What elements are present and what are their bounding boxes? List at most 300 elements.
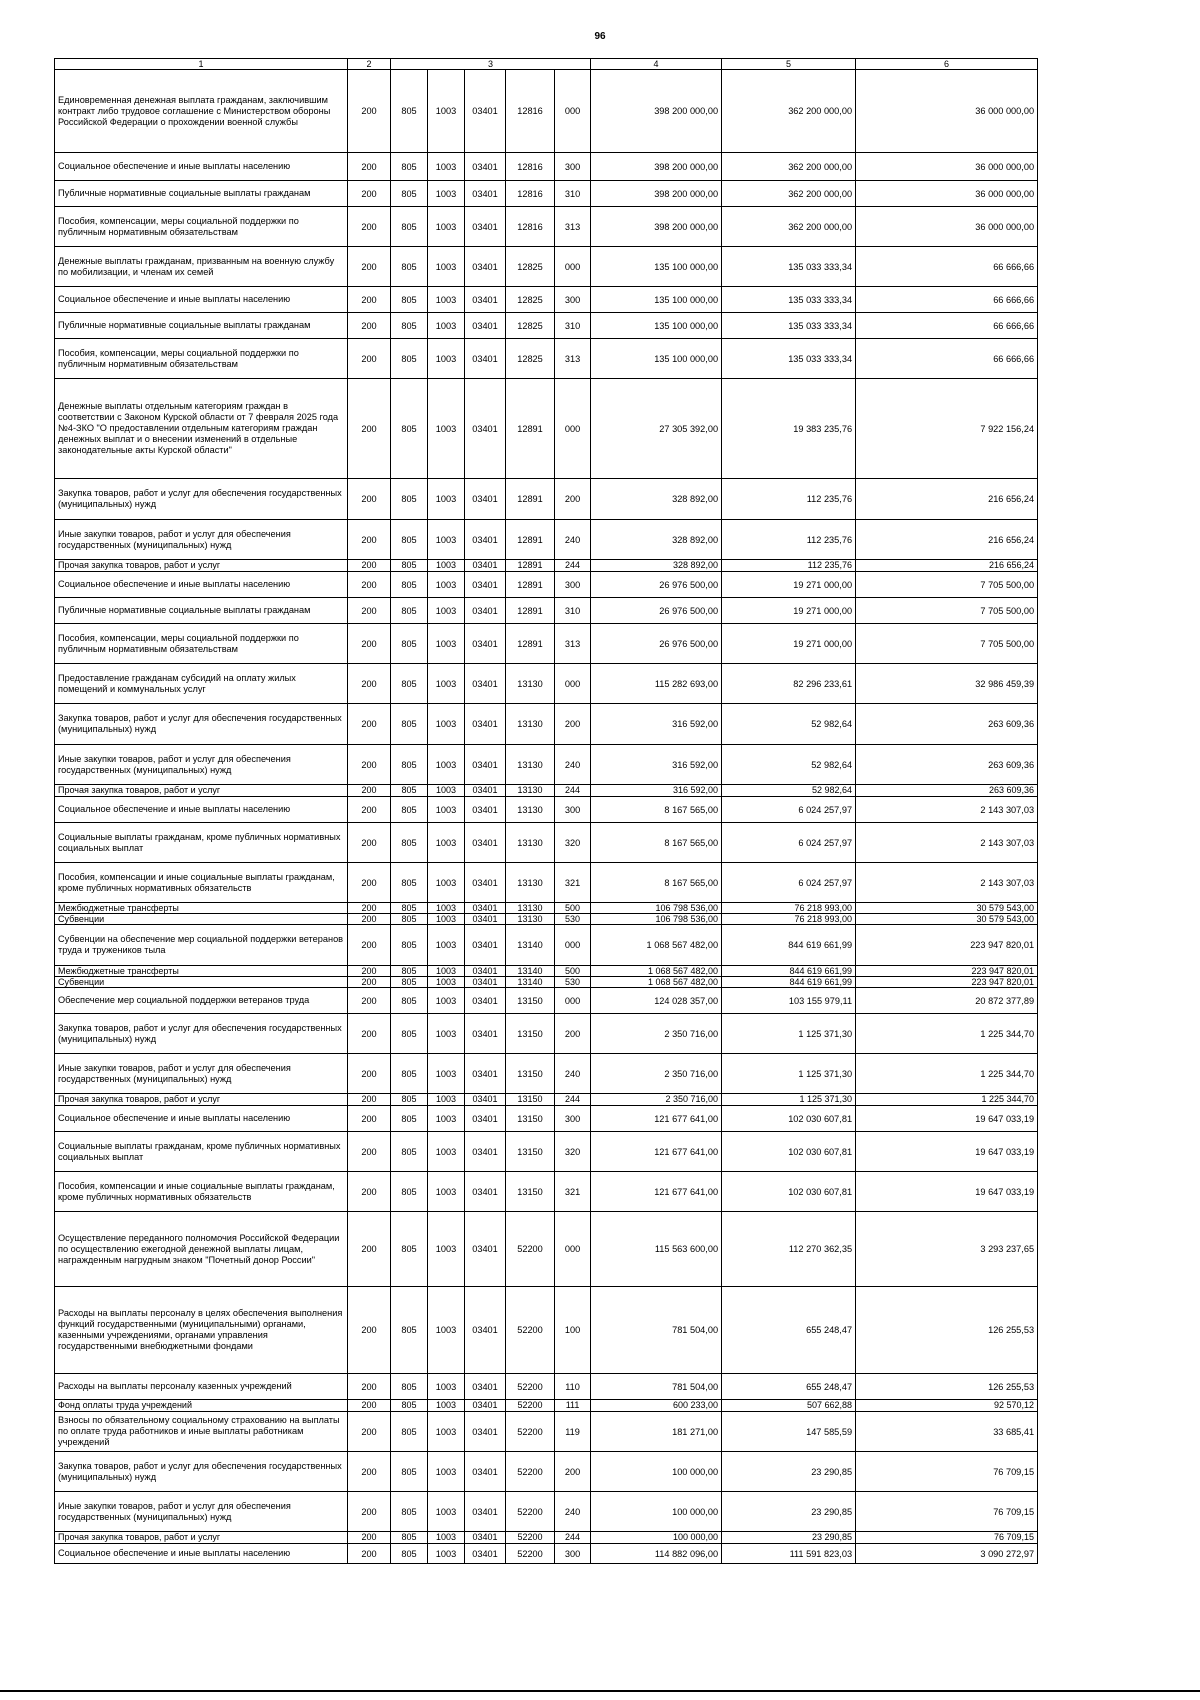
- row-name: Пособия, компенсации, меры социальной поддержки по публичным нормативным обязательствам: [55, 207, 348, 247]
- row-code-vr: 300: [555, 797, 591, 823]
- row-code-dir: 13130: [506, 664, 555, 704]
- row-name: Фонд оплаты труда учреждений: [55, 1400, 348, 1412]
- row-value-4: 106 798 536,00: [591, 914, 722, 925]
- row-value-4: 135 100 000,00: [591, 247, 722, 287]
- row-value-6: 32 986 459,39: [856, 664, 1038, 704]
- row-code-vr: 244: [555, 1094, 591, 1106]
- row-code-gr: 805: [391, 1132, 428, 1172]
- row-value-4: 100 000,00: [591, 1532, 722, 1544]
- row-code-vr: 000: [555, 988, 591, 1014]
- row-code-vr: 119: [555, 1412, 591, 1452]
- table-body: [55, 70, 1038, 1564]
- row-code-rz: 1003: [428, 664, 465, 704]
- row-code-gr: 805: [391, 1492, 428, 1532]
- row-value-4: 26 976 500,00: [591, 624, 722, 664]
- row-code-prog: 03401: [465, 1172, 506, 1212]
- row-code-vr: 320: [555, 823, 591, 863]
- row-name: Единовременная денежная выплата гражданам, заключившим контракт либо трудовое соглашение с Министерством обороны Российской Федерации о прохождении военной службы: [55, 70, 348, 153]
- row-name: Прочая закупка товаров, работ и услуг: [55, 1532, 348, 1544]
- row-name: Социальное обеспечение и иные выплаты населению: [55, 572, 348, 598]
- row-value-4: 781 504,00: [591, 1374, 722, 1400]
- row-code-2: 200: [348, 1094, 391, 1106]
- row-value-5: 135 033 333,34: [722, 313, 856, 339]
- row-value-4: 781 504,00: [591, 1287, 722, 1374]
- row-code-rz: 1003: [428, 1054, 465, 1094]
- row-code-dir: 13150: [506, 1132, 555, 1172]
- row-code-rz: 1003: [428, 704, 465, 745]
- row-code-gr: 805: [391, 1106, 428, 1132]
- header-col-2: 2: [348, 59, 391, 70]
- row-name: Иные закупки товаров, работ и услуг для обеспечения государственных (муниципальных) нужд: [55, 1054, 348, 1094]
- row-code-dir: 12891: [506, 598, 555, 624]
- row-value-5: 19 271 000,00: [722, 598, 856, 624]
- row-code-prog: 03401: [465, 823, 506, 863]
- row-code-dir: 13130: [506, 745, 555, 785]
- row-code-prog: 03401: [465, 1412, 506, 1452]
- table-row: [55, 1452, 1038, 1492]
- row-code-gr: 805: [391, 785, 428, 797]
- row-name: Социальное обеспечение и иные выплаты населению: [55, 287, 348, 313]
- row-code-gr: 805: [391, 560, 428, 572]
- row-code-2: 200: [348, 1400, 391, 1412]
- row-value-4: 398 200 000,00: [591, 181, 722, 207]
- table-row: [55, 988, 1038, 1014]
- row-code-2: 200: [348, 181, 391, 207]
- row-value-5: 52 982,64: [722, 785, 856, 797]
- row-code-2: 200: [348, 479, 391, 520]
- row-code-2: 200: [348, 988, 391, 1014]
- row-name: Межбюджетные трансферты: [55, 903, 348, 914]
- row-code-dir: 52200: [506, 1374, 555, 1400]
- table-row: [55, 572, 1038, 598]
- row-code-dir: 12891: [506, 379, 555, 479]
- table-row: [55, 339, 1038, 379]
- row-code-vr: 000: [555, 664, 591, 704]
- row-name: Пособия, компенсации, меры социальной поддержки по публичным нормативным обязательствам: [55, 339, 348, 379]
- row-code-dir: 12825: [506, 287, 555, 313]
- row-code-gr: 805: [391, 823, 428, 863]
- row-value-4: 8 167 565,00: [591, 863, 722, 903]
- table-row: [55, 520, 1038, 560]
- row-value-4: 398 200 000,00: [591, 207, 722, 247]
- row-value-4: 398 200 000,00: [591, 153, 722, 181]
- table-row: [55, 207, 1038, 247]
- row-value-5: 1 125 371,30: [722, 1094, 856, 1106]
- row-value-4: 135 100 000,00: [591, 313, 722, 339]
- row-value-5: 844 619 661,99: [722, 925, 856, 966]
- row-value-4: 1 068 567 482,00: [591, 977, 722, 988]
- row-value-6: 36 000 000,00: [856, 153, 1038, 181]
- row-code-vr: 313: [555, 624, 591, 664]
- row-value-6: 30 579 543,00: [856, 914, 1038, 925]
- row-value-5: 19 383 235,76: [722, 379, 856, 479]
- row-code-vr: 320: [555, 1132, 591, 1172]
- row-value-6: 7 705 500,00: [856, 624, 1038, 664]
- row-value-4: 600 233,00: [591, 1400, 722, 1412]
- row-value-5: 112 235,76: [722, 479, 856, 520]
- row-code-vr: 300: [555, 1106, 591, 1132]
- row-name: Публичные нормативные социальные выплаты гражданам: [55, 313, 348, 339]
- table-row: [55, 1412, 1038, 1452]
- row-name: Расходы на выплаты персоналу в целях обеспечения выполнения функций государственными (муниципальными) органами, казенными учреждениями, органами управления государственными внебюджетными фондами: [55, 1287, 348, 1374]
- row-value-6: 1 225 344,70: [856, 1094, 1038, 1106]
- row-value-6: 19 647 033,19: [856, 1106, 1038, 1132]
- row-value-6: 3 293 237,65: [856, 1212, 1038, 1287]
- row-code-prog: 03401: [465, 745, 506, 785]
- row-code-prog: 03401: [465, 966, 506, 977]
- row-value-6: 7 705 500,00: [856, 598, 1038, 624]
- table-row: [55, 1014, 1038, 1054]
- row-code-2: 200: [348, 1172, 391, 1212]
- row-value-5: 1 125 371,30: [722, 1054, 856, 1094]
- row-value-4: 135 100 000,00: [591, 287, 722, 313]
- row-code-vr: 310: [555, 598, 591, 624]
- row-value-6: 1 225 344,70: [856, 1054, 1038, 1094]
- row-name: Иные закупки товаров, работ и услуг для обеспечения государственных (муниципальных) нужд: [55, 1492, 348, 1532]
- row-code-prog: 03401: [465, 977, 506, 988]
- row-code-dir: 12891: [506, 560, 555, 572]
- row-code-rz: 1003: [428, 1544, 465, 1564]
- row-code-vr: 200: [555, 704, 591, 745]
- table-row: [55, 914, 1038, 925]
- row-code-rz: 1003: [428, 520, 465, 560]
- row-code-dir: 12816: [506, 70, 555, 153]
- row-code-2: 200: [348, 914, 391, 925]
- table-row: [55, 1544, 1038, 1564]
- row-code-2: 200: [348, 664, 391, 704]
- row-name: Закупка товаров, работ и услуг для обеспечения государственных (муниципальных) нужд: [55, 479, 348, 520]
- row-value-6: 3 090 272,97: [856, 1544, 1038, 1564]
- row-code-2: 200: [348, 287, 391, 313]
- row-value-5: 844 619 661,99: [722, 966, 856, 977]
- table-row: [55, 1492, 1038, 1532]
- row-value-4: 316 592,00: [591, 785, 722, 797]
- header-col-5: 5: [722, 59, 856, 70]
- table-row: [55, 479, 1038, 520]
- row-code-prog: 03401: [465, 313, 506, 339]
- table-row: [55, 863, 1038, 903]
- row-code-prog: 03401: [465, 664, 506, 704]
- row-code-2: 200: [348, 1106, 391, 1132]
- row-code-prog: 03401: [465, 988, 506, 1014]
- row-name: Социальное обеспечение и иные выплаты населению: [55, 1106, 348, 1132]
- row-value-6: 20 872 377,89: [856, 988, 1038, 1014]
- row-code-vr: 500: [555, 966, 591, 977]
- row-code-vr: 300: [555, 153, 591, 181]
- row-code-dir: 13140: [506, 966, 555, 977]
- row-code-gr: 805: [391, 1374, 428, 1400]
- row-code-prog: 03401: [465, 339, 506, 379]
- row-name: Взносы по обязательному социальному страхованию на выплаты по оплате труда работников и иные выплаты работникам учреждений: [55, 1412, 348, 1452]
- row-value-6: 223 947 820,01: [856, 966, 1038, 977]
- table-row: [55, 966, 1038, 977]
- row-code-2: 200: [348, 925, 391, 966]
- row-code-prog: 03401: [465, 572, 506, 598]
- row-code-prog: 03401: [465, 1014, 506, 1054]
- row-code-2: 200: [348, 966, 391, 977]
- row-code-gr: 805: [391, 863, 428, 903]
- row-code-dir: 13150: [506, 1172, 555, 1212]
- row-code-vr: 000: [555, 70, 591, 153]
- row-code-2: 200: [348, 247, 391, 287]
- row-value-4: 124 028 357,00: [591, 988, 722, 1014]
- row-value-6: 126 255,53: [856, 1374, 1038, 1400]
- row-value-6: 66 666,66: [856, 339, 1038, 379]
- row-value-6: 263 609,36: [856, 704, 1038, 745]
- row-code-2: 200: [348, 379, 391, 479]
- row-name: Социальные выплаты гражданам, кроме публичных нормативных социальных выплат: [55, 823, 348, 863]
- table-row: [55, 1532, 1038, 1544]
- row-value-4: 2 350 716,00: [591, 1094, 722, 1106]
- row-code-vr: 200: [555, 479, 591, 520]
- table-row: [55, 1094, 1038, 1106]
- table-row: [55, 704, 1038, 745]
- row-code-dir: 12891: [506, 479, 555, 520]
- row-value-6: 263 609,36: [856, 745, 1038, 785]
- row-code-vr: 500: [555, 903, 591, 914]
- header-row: [55, 59, 1038, 70]
- table-row: [55, 823, 1038, 863]
- row-name: Иные закупки товаров, работ и услуг для обеспечения государственных (муниципальных) нужд: [55, 745, 348, 785]
- row-code-rz: 1003: [428, 1212, 465, 1287]
- row-value-6: 2 143 307,03: [856, 823, 1038, 863]
- row-name: Социальное обеспечение и иные выплаты населению: [55, 797, 348, 823]
- row-code-rz: 1003: [428, 1492, 465, 1532]
- row-code-prog: 03401: [465, 1400, 506, 1412]
- row-value-4: 114 882 096,00: [591, 1544, 722, 1564]
- table-row: [55, 624, 1038, 664]
- table-row: [55, 797, 1038, 823]
- row-value-4: 8 167 565,00: [591, 823, 722, 863]
- row-code-dir: 52200: [506, 1492, 555, 1532]
- row-code-dir: 13150: [506, 1094, 555, 1106]
- row-code-prog: 03401: [465, 863, 506, 903]
- row-code-2: 200: [348, 1212, 391, 1287]
- row-code-vr: 240: [555, 1054, 591, 1094]
- row-code-vr: 240: [555, 520, 591, 560]
- table-row: [55, 1172, 1038, 1212]
- row-value-6: 126 255,53: [856, 1287, 1038, 1374]
- row-code-prog: 03401: [465, 1212, 506, 1287]
- row-code-dir: 13130: [506, 903, 555, 914]
- row-code-gr: 805: [391, 925, 428, 966]
- row-code-rz: 1003: [428, 379, 465, 479]
- row-code-vr: 244: [555, 1532, 591, 1544]
- row-value-4: 1 068 567 482,00: [591, 925, 722, 966]
- row-value-5: 19 271 000,00: [722, 624, 856, 664]
- row-value-6: 66 666,66: [856, 313, 1038, 339]
- row-code-rz: 1003: [428, 823, 465, 863]
- row-value-4: 328 892,00: [591, 560, 722, 572]
- table-row: [55, 977, 1038, 988]
- row-code-dir: 13150: [506, 1014, 555, 1054]
- row-code-2: 200: [348, 153, 391, 181]
- row-value-5: 6 024 257,97: [722, 863, 856, 903]
- row-code-vr: 110: [555, 1374, 591, 1400]
- row-value-5: 844 619 661,99: [722, 977, 856, 988]
- row-value-4: 2 350 716,00: [591, 1014, 722, 1054]
- row-code-2: 200: [348, 624, 391, 664]
- row-value-6: 216 656,24: [856, 560, 1038, 572]
- row-value-5: 82 296 233,61: [722, 664, 856, 704]
- row-code-gr: 805: [391, 181, 428, 207]
- row-name: Прочая закупка товаров, работ и услуг: [55, 1094, 348, 1106]
- row-code-2: 200: [348, 797, 391, 823]
- row-code-vr: 240: [555, 1492, 591, 1532]
- row-value-4: 115 282 693,00: [591, 664, 722, 704]
- row-code-prog: 03401: [465, 153, 506, 181]
- row-value-6: 7 922 156,24: [856, 379, 1038, 479]
- row-code-vr: 530: [555, 977, 591, 988]
- row-code-prog: 03401: [465, 1532, 506, 1544]
- row-code-vr: 313: [555, 339, 591, 379]
- row-value-4: 1 068 567 482,00: [591, 966, 722, 977]
- row-name: Социальные выплаты гражданам, кроме публичных нормативных социальных выплат: [55, 1132, 348, 1172]
- row-name: Публичные нормативные социальные выплаты гражданам: [55, 181, 348, 207]
- row-code-gr: 805: [391, 1287, 428, 1374]
- row-code-gr: 805: [391, 339, 428, 379]
- row-name: Предоставление гражданам субсидий на оплату жилых помещений и коммунальных услуг: [55, 664, 348, 704]
- row-name: Пособия, компенсации, меры социальной поддержки по публичным нормативным обязательствам: [55, 624, 348, 664]
- table-row: [55, 379, 1038, 479]
- row-code-2: 200: [348, 1287, 391, 1374]
- row-code-2: 200: [348, 1132, 391, 1172]
- row-code-vr: 000: [555, 925, 591, 966]
- row-code-rz: 1003: [428, 1374, 465, 1400]
- row-value-5: 655 248,47: [722, 1287, 856, 1374]
- row-code-prog: 03401: [465, 287, 506, 313]
- row-code-prog: 03401: [465, 624, 506, 664]
- row-code-prog: 03401: [465, 785, 506, 797]
- table-row: [55, 925, 1038, 966]
- row-value-6: 76 709,15: [856, 1532, 1038, 1544]
- row-code-vr: 100: [555, 1287, 591, 1374]
- row-code-dir: 12891: [506, 572, 555, 598]
- row-value-5: 147 585,59: [722, 1412, 856, 1452]
- row-code-2: 200: [348, 520, 391, 560]
- row-value-5: 112 235,76: [722, 560, 856, 572]
- row-code-vr: 244: [555, 560, 591, 572]
- row-value-4: 316 592,00: [591, 704, 722, 745]
- row-code-prog: 03401: [465, 903, 506, 914]
- row-code-2: 200: [348, 572, 391, 598]
- row-code-vr: 530: [555, 914, 591, 925]
- row-value-6: 36 000 000,00: [856, 181, 1038, 207]
- row-code-2: 200: [348, 560, 391, 572]
- row-code-rz: 1003: [428, 624, 465, 664]
- row-code-2: 200: [348, 823, 391, 863]
- row-code-vr: 310: [555, 181, 591, 207]
- row-code-prog: 03401: [465, 207, 506, 247]
- row-code-rz: 1003: [428, 914, 465, 925]
- row-code-dir: 13130: [506, 823, 555, 863]
- row-value-5: 111 591 823,03: [722, 1544, 856, 1564]
- row-name: Субвенции: [55, 914, 348, 925]
- row-code-dir: 52200: [506, 1544, 555, 1564]
- row-code-2: 200: [348, 1452, 391, 1492]
- row-value-5: 135 033 333,34: [722, 339, 856, 379]
- row-code-2: 200: [348, 313, 391, 339]
- row-code-dir: 12891: [506, 624, 555, 664]
- table-row: [55, 560, 1038, 572]
- row-value-4: 316 592,00: [591, 745, 722, 785]
- header-col-3: 3: [391, 59, 591, 70]
- row-code-2: 200: [348, 1544, 391, 1564]
- row-code-gr: 805: [391, 704, 428, 745]
- table-row: [55, 1374, 1038, 1400]
- row-code-vr: 111: [555, 1400, 591, 1412]
- row-code-gr: 805: [391, 572, 428, 598]
- row-value-5: 362 200 000,00: [722, 181, 856, 207]
- row-code-gr: 805: [391, 1172, 428, 1212]
- row-name: Публичные нормативные социальные выплаты гражданам: [55, 598, 348, 624]
- row-value-4: 8 167 565,00: [591, 797, 722, 823]
- row-value-5: 23 290,85: [722, 1452, 856, 1492]
- row-code-prog: 03401: [465, 70, 506, 153]
- row-code-gr: 805: [391, 1212, 428, 1287]
- table-row: [55, 70, 1038, 153]
- table-row: [55, 1400, 1038, 1412]
- row-value-5: 6 024 257,97: [722, 823, 856, 863]
- row-code-rz: 1003: [428, 1400, 465, 1412]
- row-value-6: 19 647 033,19: [856, 1172, 1038, 1212]
- row-code-vr: 300: [555, 287, 591, 313]
- row-code-vr: 244: [555, 785, 591, 797]
- row-name: Субвенции на обеспечение мер социальной поддержки ветеранов труда и тружеников тыла: [55, 925, 348, 966]
- row-code-vr: 200: [555, 1452, 591, 1492]
- row-name: Денежные выплаты гражданам, призванным на военную службу по мобилизации, и членам их семей: [55, 247, 348, 287]
- row-code-rz: 1003: [428, 287, 465, 313]
- row-value-6: 36 000 000,00: [856, 70, 1038, 153]
- row-code-rz: 1003: [428, 1014, 465, 1054]
- row-code-gr: 805: [391, 966, 428, 977]
- row-value-4: 135 100 000,00: [591, 339, 722, 379]
- row-code-prog: 03401: [465, 1287, 506, 1374]
- row-code-2: 200: [348, 598, 391, 624]
- header-col-4: 4: [591, 59, 722, 70]
- row-value-6: 33 685,41: [856, 1412, 1038, 1452]
- table-row: [55, 903, 1038, 914]
- row-code-dir: 12825: [506, 247, 555, 287]
- row-name: Субвенции: [55, 977, 348, 988]
- row-name: Межбюджетные трансферты: [55, 966, 348, 977]
- row-code-dir: 13150: [506, 1054, 555, 1094]
- row-value-5: 135 033 333,34: [722, 287, 856, 313]
- row-code-2: 200: [348, 70, 391, 153]
- row-code-prog: 03401: [465, 797, 506, 823]
- row-code-gr: 805: [391, 153, 428, 181]
- row-code-prog: 03401: [465, 1544, 506, 1564]
- row-code-dir: 13150: [506, 988, 555, 1014]
- row-value-6: 36 000 000,00: [856, 207, 1038, 247]
- row-value-6: 19 647 033,19: [856, 1132, 1038, 1172]
- row-code-gr: 805: [391, 1400, 428, 1412]
- row-code-dir: 13130: [506, 785, 555, 797]
- table-row: [55, 785, 1038, 797]
- row-code-rz: 1003: [428, 70, 465, 153]
- row-code-gr: 805: [391, 745, 428, 785]
- row-code-gr: 805: [391, 1544, 428, 1564]
- row-code-dir: 13140: [506, 925, 555, 966]
- row-code-gr: 805: [391, 1452, 428, 1492]
- row-code-vr: 000: [555, 247, 591, 287]
- row-value-6: 30 579 543,00: [856, 903, 1038, 914]
- row-code-gr: 805: [391, 70, 428, 153]
- row-code-vr: 310: [555, 313, 591, 339]
- row-value-5: 102 030 607,81: [722, 1106, 856, 1132]
- row-code-vr: 240: [555, 745, 591, 785]
- row-code-rz: 1003: [428, 1532, 465, 1544]
